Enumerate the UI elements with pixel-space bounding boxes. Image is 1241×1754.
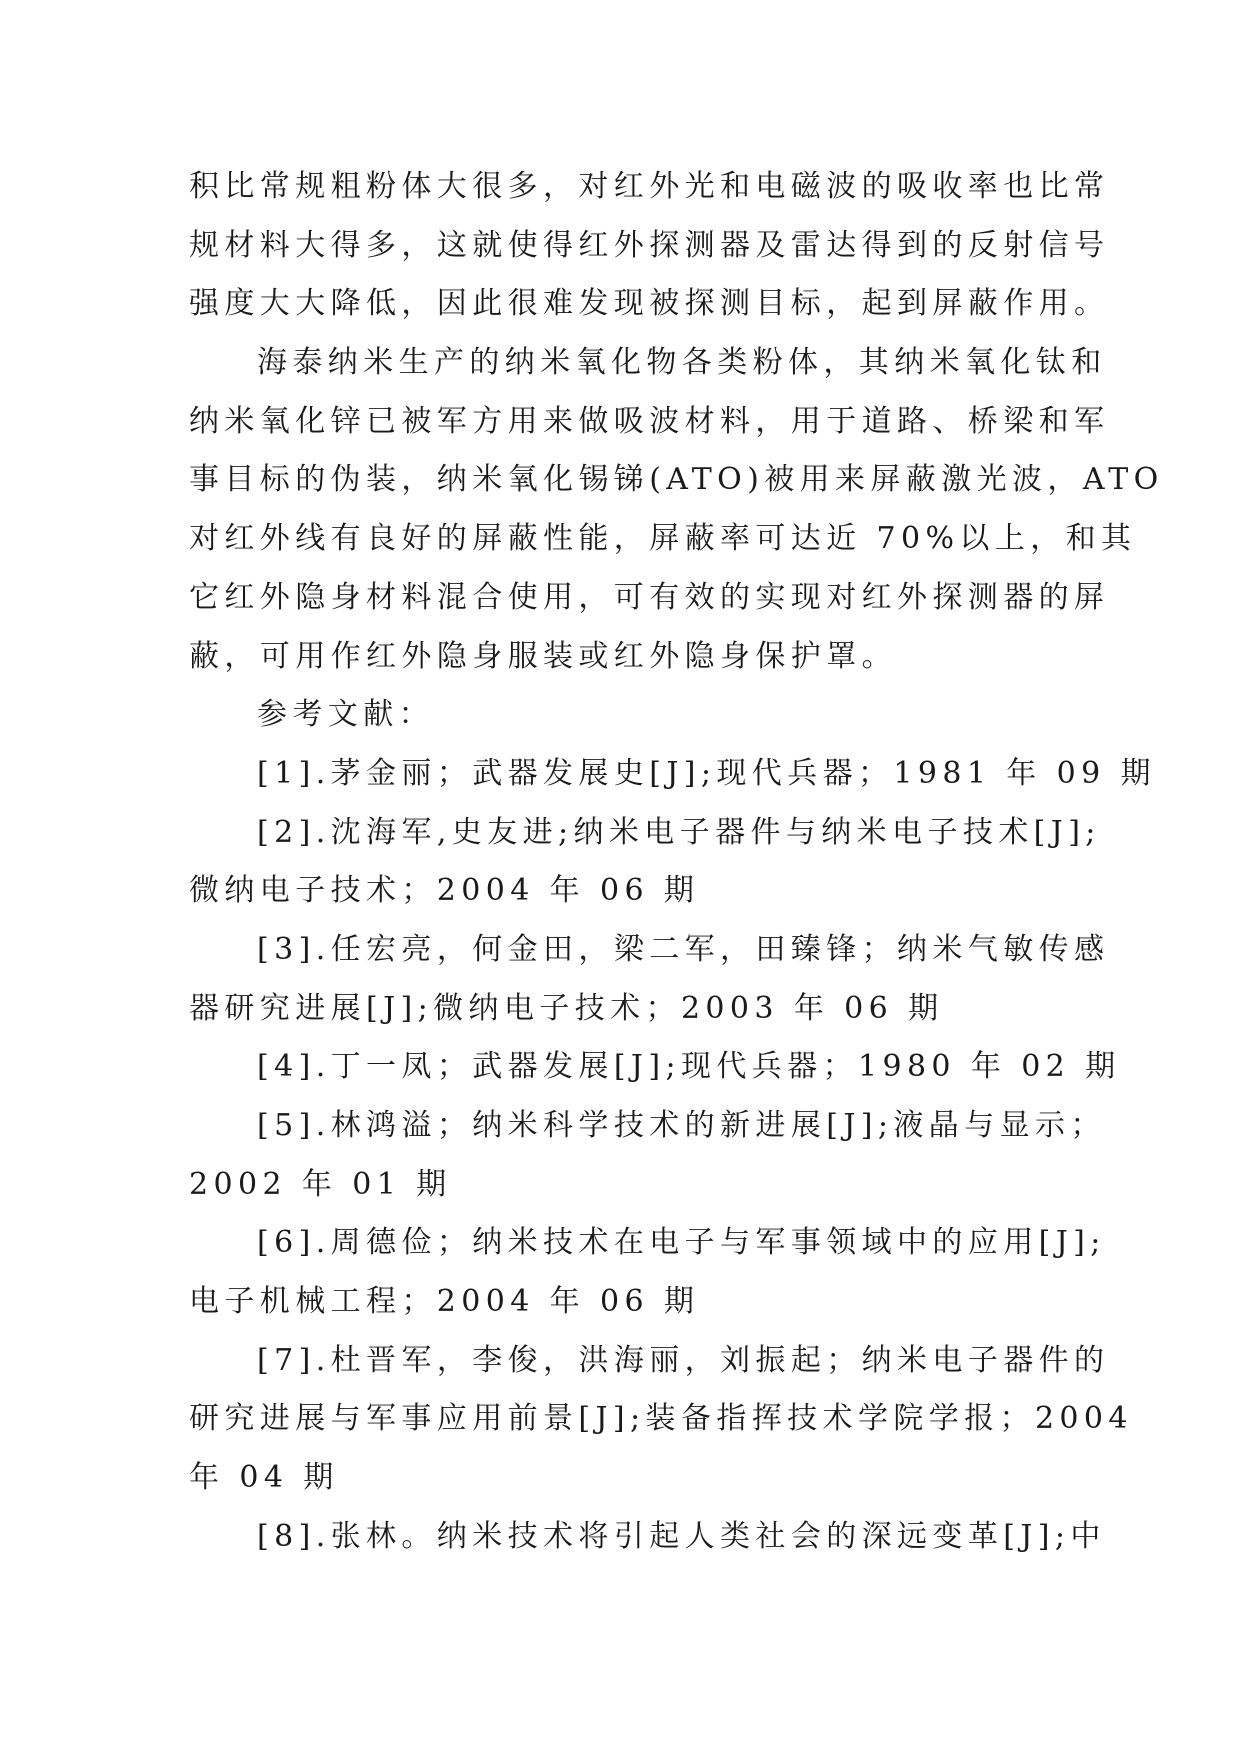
text-line: 2002 年 01 期 <box>189 1166 452 1202</box>
text-line: [2].沈海军,史友进;纳米电子器件与纳米电子技术[J]; <box>257 814 1101 850</box>
text-line: 强度大大降低，因此很难发现被探测目标，起到屏蔽作用。 <box>189 286 1110 322</box>
text-line: [4].丁一凤；武器发展[J];现代兵器；1980 年 02 期 <box>257 1049 1121 1085</box>
text-line: 蔽，可用作红外隐身服装或红外隐身保护罩。 <box>189 638 897 674</box>
text-line: 参考文献： <box>257 697 434 733</box>
text-line: 它红外隐身材料混合使用，可有效的实现对红外探测器的屏 <box>189 579 1110 615</box>
text-line: [1].茅金丽；武器发展史[J];现代兵器；1981 年 09 期 <box>257 755 1156 791</box>
text-line: 年 04 期 <box>189 1460 339 1496</box>
document-body <box>189 158 1164 1567</box>
text-line: 电子机械工程；2004 年 06 期 <box>189 1284 700 1320</box>
text-line: [3].任宏亮，何金田，梁二军，田臻锋；纳米气敏传感 <box>257 931 1110 967</box>
text-line: 海泰纳米生产的纳米氧化物各类粉体，其纳米氧化钛和 <box>257 345 1107 381</box>
text-line: 研究进展与军事应用前景[J];装备指挥技术学院学报；2004 <box>189 1401 1133 1437</box>
text-line: [7].杜晋军，李俊，洪海丽，刘振起；纳米电子器件的 <box>257 1342 1110 1378</box>
text-line: 规材料大得多，这就使得红外探测器及雷达得到的反射信号 <box>189 227 1110 263</box>
text-line: [6].周德俭；纳米技术在电子与军事领域中的应用[J]; <box>257 1225 1106 1261</box>
text-line: 微纳电子技术；2004 年 06 期 <box>189 873 700 909</box>
text-line: 器研究进展[J];微纳电子技术；2003 年 06 期 <box>189 990 944 1026</box>
text-line: 事目标的伪装，纳米氧化锡锑(ATO)被用来屏蔽激光波，ATO <box>189 462 1164 498</box>
text-line: 纳米氧化锌已被军方用来做吸波材料，用于道路、桥梁和军 <box>189 403 1110 439</box>
text-line: [5].林鸿溢；纳米科学技术的新进展[J];液晶与显示； <box>257 1108 1106 1143</box>
text-line: 积比常规粗粉体大很多，对红外光和电磁波的吸收率也比常 <box>189 169 1110 204</box>
text-line: [8].张林。纳米技术将引起人类社会的深远变革[J];中 <box>257 1518 1106 1554</box>
text-line: 对红外线有良好的屏蔽性能，屏蔽率可达近 70%以上，和其 <box>189 521 1137 557</box>
